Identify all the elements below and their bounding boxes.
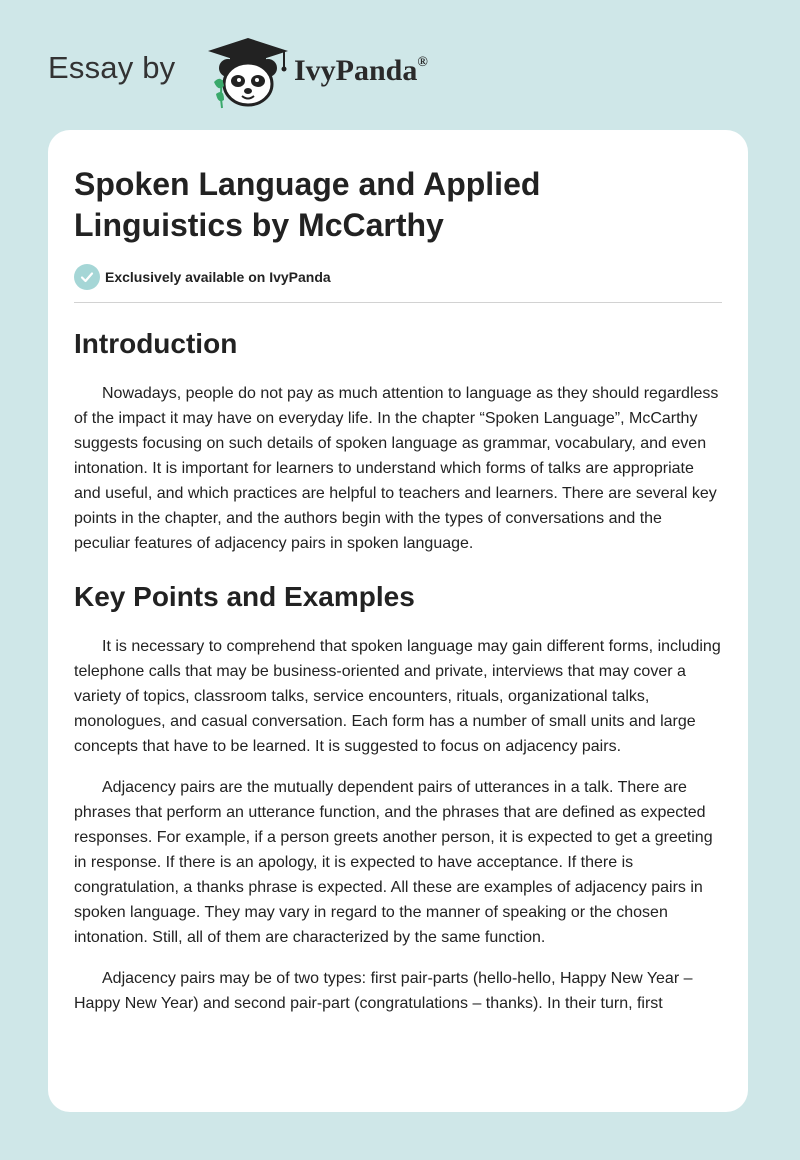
registered-mark: ® [417, 55, 428, 70]
site-header [48, 30, 748, 110]
brand-text: IvyPanda [294, 54, 418, 87]
title-line-1: Spoken Language and Applied [74, 166, 541, 202]
paragraph: It is necessary to comprehend that spoken language may gain different forms, including telephone calls that may be business-oriented and private, interviews that may cover a variety of topics, classroom talks, service encounters, rituals, organizational talks, monologues, and casual conversation. Each form has a number of small units and large concepts that have to be learned. It is suggested to focus on adjacency pairs. [74, 638, 721, 755]
section-heading-key-points: Key Points and Examples [74, 581, 415, 612]
title-line-2: Linguistics by McCarthy [74, 207, 444, 243]
essay-card [48, 130, 748, 1112]
section-heading-introduction: Introduction [74, 328, 238, 359]
exclusive-badge [74, 264, 722, 290]
checkmark-icon [74, 264, 100, 290]
exclusive-label: Exclusively available on IvyPanda [105, 269, 331, 285]
paragraph: Nowadays, people do not pay as much attention to language as they should regardless of the impact it may have on everyday life. In the chapter “Spoken Language”, McCarthy suggests focusing on such details of spoken language as grammar, vocabulary, and even intonation. It is important for learners to understand which forms of talks are appropriate and useful, and which practices are helpful to teachers and learners. There are several key points in the chapter, and the authors begin with the types of conversations and the peculiar features of adjacency pairs in spoken language. [74, 385, 719, 552]
page-title [74, 164, 722, 246]
ivypanda-logo-icon[interactable] [200, 34, 296, 110]
brand-name[interactable] [294, 54, 428, 88]
essay-by-label: Essay by [48, 50, 176, 85]
paragraph: Adjacency pairs are the mutually dependent pairs of utterances in a talk. There are phrases that perform an utterance function, and the phrases that are defined as expected responses. For example, if a person greets another person, it is expected to get a greeting in response. If there is an apology, it is expected to have acceptance. If there is congratulation, a thanks phrase is expected. All these are examples of adjacency pairs in spoken language. They may vary in regard to the manner of speaking or the chosen intonation. Still, all of them are characterized by the same function. [74, 779, 713, 946]
divider [74, 302, 722, 303]
paragraph: Adjacency pairs may be of two types: first pair-parts (hello-hello, Happy New Year – Happy New Year) and second pair-part (congratulations – thanks). In their turn, first [74, 970, 693, 1012]
essay-content [74, 164, 722, 1016]
